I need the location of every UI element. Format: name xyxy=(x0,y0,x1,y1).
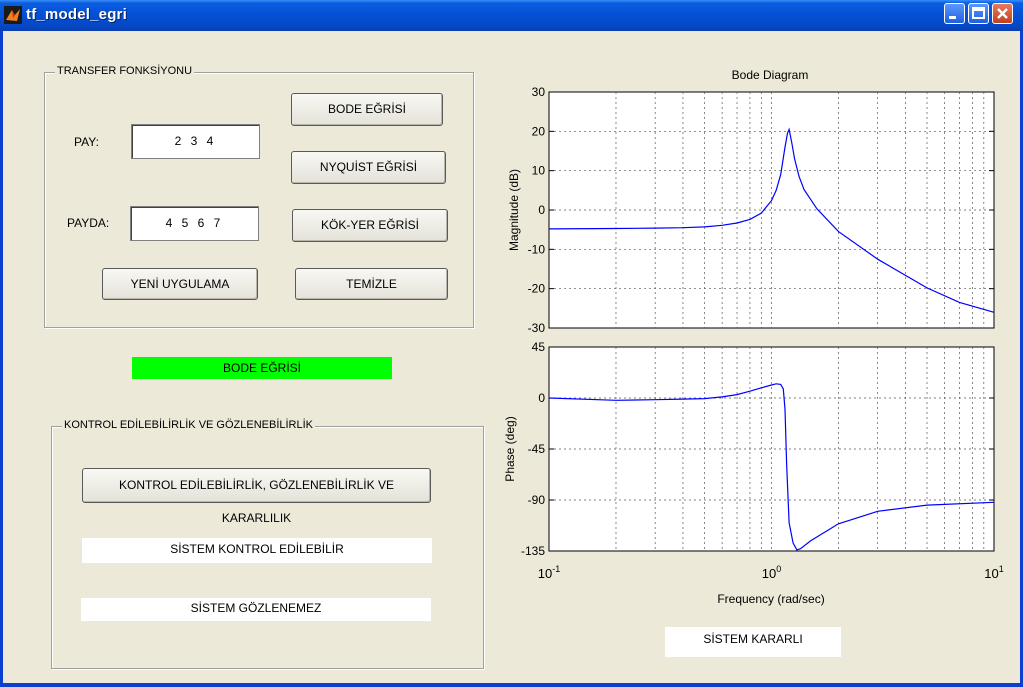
maximize-icon xyxy=(969,4,988,23)
y-tick-label: 0 xyxy=(538,203,545,217)
minimize-icon xyxy=(945,4,964,23)
new-application-button[interactable]: YENİ UYGULAMA xyxy=(102,268,258,300)
chart-title: Bode Diagram xyxy=(731,68,809,82)
title-bar[interactable] xyxy=(0,0,1023,31)
x-tick-label: $10^1$ xyxy=(984,564,1004,581)
window-frame-bottom xyxy=(0,683,1023,687)
frequency-ticks xyxy=(538,564,1004,581)
stability-result: SİSTEM KARARLI xyxy=(665,627,841,657)
clear-button[interactable]: TEMİZLE xyxy=(295,268,448,300)
x-tick-label: $10^{-1}$ xyxy=(537,564,561,581)
close-icon xyxy=(993,4,1012,23)
y-tick-label: 10 xyxy=(531,163,545,178)
payda-label: PAYDA: xyxy=(67,216,110,230)
y-tick-label: -135 xyxy=(520,544,545,558)
check-controllability-button[interactable]: KONTROL EDİLEBİLİRLİK, GÖZLENEBİLİRLİK VE KARARLILIK xyxy=(82,468,431,503)
y-tick-label: 0 xyxy=(538,391,545,405)
y-tick-label: -30 xyxy=(527,321,545,335)
y-tick-label: -45 xyxy=(527,442,545,456)
y-tick-label: 20 xyxy=(531,124,545,139)
nyquist-button[interactable]: NYQUİST EĞRİSİ xyxy=(291,151,446,184)
y-tick-label: 45 xyxy=(531,340,545,354)
numerator-input[interactable]: 2 3 4 xyxy=(131,124,260,159)
observability-result: SİSTEM GÖZLENEMEZ xyxy=(81,598,431,621)
maximize-button[interactable] xyxy=(968,3,989,24)
matlab-icon xyxy=(4,6,22,24)
denominator-input[interactable]: 4 5 6 7 xyxy=(130,206,259,241)
window-frame-left xyxy=(0,31,3,687)
frequency-xlabel: Frequency (rad/sec) xyxy=(717,592,825,606)
phase-ylabel: Phase (deg) xyxy=(503,416,517,482)
bode-diagram xyxy=(490,60,1010,620)
x-tick-label: $10^0$ xyxy=(761,564,782,581)
y-tick-label: -20 xyxy=(527,281,545,296)
root-locus-button[interactable]: KÖK-YER EĞRİSİ xyxy=(292,209,448,242)
bode-button[interactable]: BODE EĞRİSİ xyxy=(291,93,443,126)
selected-plot-indicator: BODE EĞRİSİ xyxy=(132,357,392,379)
minimize-button[interactable] xyxy=(944,3,965,24)
window-title: tf_model_egri xyxy=(26,6,127,23)
transfer-panel-title: TRANSFER FONKSİYONU xyxy=(57,65,193,77)
close-button[interactable] xyxy=(992,3,1013,24)
controllability-result: SİSTEM KONTROL EDİLEBİLİR xyxy=(82,538,432,563)
control-panel-title: KONTROL EDİLEBİLİRLİK VE GÖZLENEBİLİRLİK xyxy=(64,419,314,431)
y-tick-label: -90 xyxy=(527,493,545,507)
y-tick-label: -10 xyxy=(527,242,545,257)
pay-label: PAY: xyxy=(74,135,99,149)
magnitude-ylabel: Magnitude (dB) xyxy=(507,168,521,252)
y-tick-label: 30 xyxy=(531,85,545,99)
